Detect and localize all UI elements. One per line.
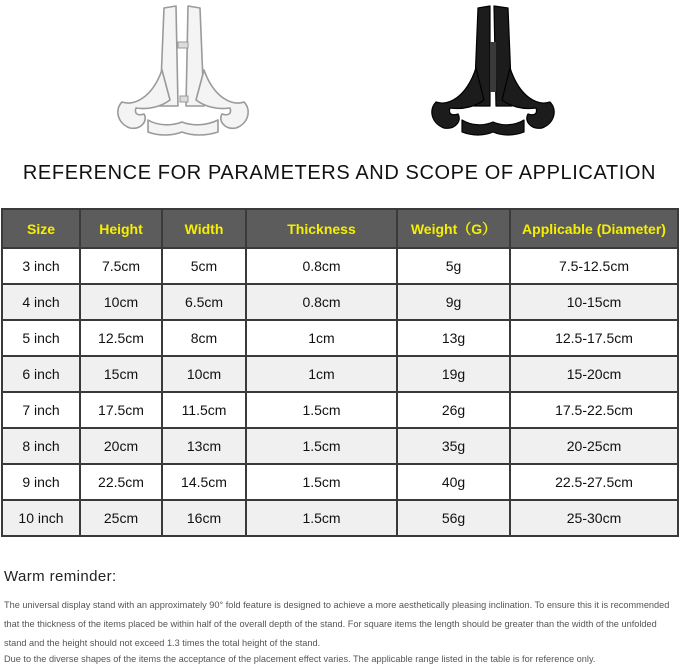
cell-size: 10 inch bbox=[2, 500, 80, 536]
reminder-disclaimer: Due to the diverse shapes of the items the acceptance of the placement effect varies. The applicable range listed in the table is for reference only. bbox=[4, 654, 596, 664]
cell-size: 4 inch bbox=[2, 284, 80, 320]
table-row bbox=[2, 464, 678, 500]
cell-height: 10cm bbox=[80, 284, 162, 320]
cell-size: 8 inch bbox=[2, 428, 80, 464]
header-weight: Weight（G） bbox=[397, 209, 510, 248]
cell-weight: 5g bbox=[397, 248, 510, 284]
cell-weight: 26g bbox=[397, 392, 510, 428]
header-width: Width bbox=[162, 209, 246, 248]
product-images bbox=[0, 0, 679, 150]
cell-thickness: 1.5cm bbox=[246, 392, 397, 428]
cell-diameter: 7.5-12.5cm bbox=[510, 248, 678, 284]
cell-weight: 13g bbox=[397, 320, 510, 356]
header-thickness: Thickness bbox=[246, 209, 397, 248]
cell-thickness: 1cm bbox=[246, 356, 397, 392]
cell-height: 12.5cm bbox=[80, 320, 162, 356]
cell-width: 5cm bbox=[162, 248, 246, 284]
cell-size: 7 inch bbox=[2, 392, 80, 428]
cell-thickness: 1.5cm bbox=[246, 500, 397, 536]
cell-size: 6 inch bbox=[2, 356, 80, 392]
cell-size: 9 inch bbox=[2, 464, 80, 500]
cell-width: 10cm bbox=[162, 356, 246, 392]
cell-width: 13cm bbox=[162, 428, 246, 464]
cell-size: 3 inch bbox=[2, 248, 80, 284]
reminder-paragraph: The universal display stand with an approximately 90° fold feature is designed to achieve a more aesthetically pleasing inclination. To ensure this it is recommended that the thickness of the items placed be within half of the overall depth of the stand. For square items the length should be greater than the width of the unfolded stand and the height should not exceed 1.3 times the total height of the stand. bbox=[4, 600, 670, 648]
header-height: Height bbox=[80, 209, 162, 248]
spec-table bbox=[1, 208, 679, 537]
cell-weight: 56g bbox=[397, 500, 510, 536]
table-header-row bbox=[2, 209, 678, 248]
cell-diameter: 12.5-17.5cm bbox=[510, 320, 678, 356]
cell-thickness: 1.5cm bbox=[246, 428, 397, 464]
reminder-title: Warm reminder: bbox=[4, 568, 117, 585]
clear-plate-stand-icon bbox=[108, 2, 258, 142]
cell-diameter: 22.5-27.5cm bbox=[510, 464, 678, 500]
cell-size: 5 inch bbox=[2, 320, 80, 356]
cell-weight: 19g bbox=[397, 356, 510, 392]
cell-diameter: 17.5-22.5cm bbox=[510, 392, 678, 428]
cell-width: 11.5cm bbox=[162, 392, 246, 428]
black-plate-stand-icon bbox=[418, 2, 568, 142]
table-row bbox=[2, 356, 678, 392]
cell-diameter: 10-15cm bbox=[510, 284, 678, 320]
cell-thickness: 1.5cm bbox=[246, 464, 397, 500]
cell-weight: 40g bbox=[397, 464, 510, 500]
cell-width: 8cm bbox=[162, 320, 246, 356]
cell-thickness: 0.8cm bbox=[246, 284, 397, 320]
header-size: Size bbox=[2, 209, 80, 248]
cell-height: 15cm bbox=[80, 356, 162, 392]
cell-height: 22.5cm bbox=[80, 464, 162, 500]
cell-width: 6.5cm bbox=[162, 284, 246, 320]
cell-width: 14.5cm bbox=[162, 464, 246, 500]
table-row bbox=[2, 392, 678, 428]
cell-width: 16cm bbox=[162, 500, 246, 536]
table-row bbox=[2, 428, 678, 464]
table-row bbox=[2, 320, 678, 356]
page-title: REFERENCE FOR PARAMETERS AND SCOPE OF APPLICATION bbox=[22, 162, 657, 184]
cell-diameter: 20-25cm bbox=[510, 428, 678, 464]
cell-height: 17.5cm bbox=[80, 392, 162, 428]
cell-weight: 9g bbox=[397, 284, 510, 320]
cell-thickness: 1cm bbox=[246, 320, 397, 356]
table-row bbox=[2, 284, 678, 320]
cell-weight: 35g bbox=[397, 428, 510, 464]
cell-diameter: 25-30cm bbox=[510, 500, 678, 536]
cell-height: 7.5cm bbox=[80, 248, 162, 284]
table-row bbox=[2, 248, 678, 284]
cell-height: 20cm bbox=[80, 428, 162, 464]
table-row bbox=[2, 500, 678, 536]
header-applicable-diameter: Applicable (Diameter) bbox=[510, 209, 678, 248]
cell-thickness: 0.8cm bbox=[246, 248, 397, 284]
cell-height: 25cm bbox=[80, 500, 162, 536]
cell-diameter: 15-20cm bbox=[510, 356, 678, 392]
